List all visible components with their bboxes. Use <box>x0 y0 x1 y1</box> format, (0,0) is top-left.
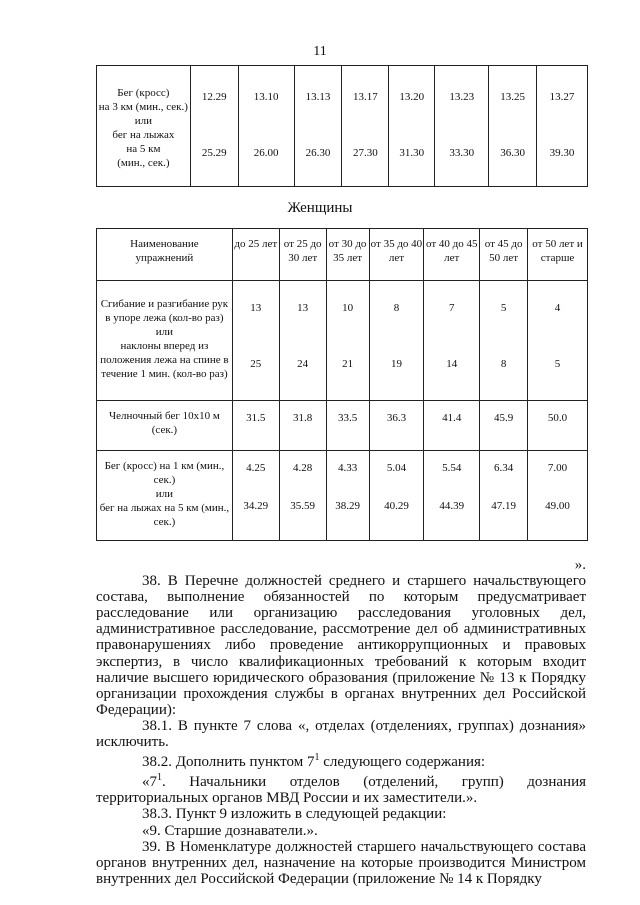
label-b: бег на лыжах на 5 км (мин., сек.) <box>99 502 230 528</box>
value-b: 5 <box>554 358 561 370</box>
exercise-label <box>97 451 233 541</box>
paragraph-38: 38. В Перечне должностей среднего и старшего начальствующего состава, выполнение обязанностей по которым предусматривает расследование или организацию расследования уголовных дел, административное расследование, рассмотрение дел об административных правонарушениях либо проведение антикоррупционных и правовых экспертиз, в число квалификационных требований к которым входит наличие высшего юридического образования (приложение № 13 к Порядку организации прохождения службы в органах внутренних дел Российской Федерации): <box>96 573 586 718</box>
value-cell <box>537 66 588 187</box>
value-a: 7.00 <box>547 462 568 474</box>
value-cell <box>480 451 528 541</box>
value-a: 31.5 <box>246 412 266 424</box>
value-b: 36.30 <box>500 147 525 159</box>
label-b: наклоны вперед из положения лежа на спине в течение 1 мин. (кол-во раз) <box>100 340 229 380</box>
header-age: от 30 до 35 лет <box>326 229 369 281</box>
value-cell <box>424 281 480 401</box>
label-line: на 5 км <box>126 143 161 155</box>
exercise-label <box>97 281 233 401</box>
text: «7 <box>142 774 157 791</box>
value-cell <box>489 66 537 187</box>
value-a: 13.23 <box>449 91 475 103</box>
table-row <box>97 451 588 541</box>
label-a: Сгибание и разгибание рук в упоре лежа (кол-во раз) <box>100 298 229 324</box>
value-a: 10 <box>342 302 354 314</box>
value-a: 13 <box>250 302 262 314</box>
value-b: 49.00 <box>545 500 570 512</box>
label-line: на 3 км (мин., сек.) <box>98 101 188 113</box>
value-cell <box>369 401 424 451</box>
value-a: 13.10 <box>253 91 279 103</box>
value-cell <box>326 281 369 401</box>
value-cell <box>528 401 588 451</box>
women-heading: Женщины <box>287 200 353 216</box>
value-a: 33.5 <box>337 412 358 424</box>
value-b: 24 <box>297 358 309 370</box>
label-line: или <box>134 115 152 127</box>
value-a: 13.25 <box>500 91 525 103</box>
exercise-label <box>97 66 191 187</box>
header-row <box>97 229 588 281</box>
table-row <box>97 281 588 401</box>
value-cell <box>342 66 389 187</box>
value-cell <box>480 401 528 451</box>
value-a: 13.27 <box>549 91 575 103</box>
exercise-label <box>97 401 233 451</box>
value-a: 4.33 <box>337 462 358 474</box>
paragraph-9: «9. Старшие дознаватели.». <box>142 822 318 839</box>
value-b: 26.00 <box>253 147 279 159</box>
value-b: 47.19 <box>491 500 516 512</box>
value-cell <box>279 401 326 451</box>
value-a: 50.0 <box>547 412 568 424</box>
superscript: 1 <box>157 772 162 784</box>
value-a: 7 <box>449 302 455 314</box>
value-cell <box>424 401 480 451</box>
paragraph-39: 39. В Номенклатуре должностей старшего начальствующего состава органов внутренних дел, назначение на которые производится Министром внутренних дел Российской Федерации (приложение № 14 к Порядку <box>96 838 586 887</box>
value-cell <box>480 281 528 401</box>
value-a: 45.9 <box>494 412 514 424</box>
value-a: 13.13 <box>305 91 331 103</box>
paragraph-7-1 <box>96 770 586 806</box>
body-text <box>96 557 586 887</box>
value-b: 8 <box>500 358 507 370</box>
value-a: 8 <box>393 302 400 314</box>
label-a: Челночный бег 10x10 м (сек.) <box>108 410 220 436</box>
value-cell <box>326 451 369 541</box>
value-a: 13 <box>297 302 309 314</box>
value-a: 5 <box>500 302 507 314</box>
value-b: 35.59 <box>290 500 316 512</box>
value-a: 36.3 <box>386 412 407 424</box>
value-a: 5.54 <box>442 462 462 474</box>
value-b: 34.29 <box>243 500 269 512</box>
value-b: 44.39 <box>439 500 465 512</box>
paragraph-38-3: 38.3. Пункт 9 изложить в следующей редакции: <box>142 806 447 823</box>
superscript: 1 <box>314 752 320 764</box>
label-or: или <box>155 326 174 338</box>
table-women <box>96 228 588 541</box>
value-b: 25 <box>250 358 262 370</box>
header-age: от 35 до 40 лет <box>369 229 424 281</box>
value-cell <box>424 451 480 541</box>
value-cell <box>232 451 279 541</box>
value-cell <box>369 281 424 401</box>
paragraph-38-2 <box>96 750 586 770</box>
value-b: 14 <box>446 358 458 370</box>
value-b: 21 <box>342 358 354 370</box>
label-line: (мин., сек.) <box>117 157 170 169</box>
value-b: 25.29 <box>201 147 227 159</box>
label-line: бег на лыжах <box>112 129 175 141</box>
value-b: 39.30 <box>549 147 575 159</box>
header-age: от 50 лет и старше <box>528 229 588 281</box>
value-cell <box>389 66 435 187</box>
quote-end: ». <box>574 557 586 573</box>
text: следующего содержания: <box>319 754 486 771</box>
value-a: 6.34 <box>494 462 514 474</box>
header-exercise: Наименование упражнений <box>97 229 233 281</box>
label-a: Бег (кросс) на 1 км (мин., сек.) <box>104 460 225 486</box>
value-a: 31.8 <box>293 412 313 424</box>
header-age: до 25 лет <box>232 229 279 281</box>
value-cell <box>279 281 326 401</box>
value-cell <box>294 66 342 187</box>
label-line: Бег (кросс) <box>117 87 170 99</box>
value-a: 13.20 <box>399 91 425 103</box>
value-cell <box>232 281 279 401</box>
value-b: 33.30 <box>449 147 475 159</box>
table-row <box>97 401 588 451</box>
label-or: или <box>155 488 174 500</box>
value-cell <box>232 401 279 451</box>
text: 38.2. Дополнить пунктом 7 <box>142 754 315 771</box>
value-b: 19 <box>390 358 402 370</box>
value-b: 27.30 <box>353 147 378 159</box>
text: . Начальники отделов (отделений, групп) дознания территориальных органов МВД России и их заместители.». <box>96 774 586 807</box>
header-age: от 45 до 50 лет <box>480 229 528 281</box>
value-a: 13.17 <box>353 91 378 103</box>
value-cell <box>279 451 326 541</box>
value-cell <box>369 451 424 541</box>
paragraph-38-1: 38.1. В пункте 7 слова «, отделах (отделениях, группах) дознания» исключить. <box>96 717 586 751</box>
value-a: 41.4 <box>442 412 462 424</box>
value-a: 4 <box>554 302 561 314</box>
value-cell <box>190 66 238 187</box>
header-age: от 40 до 45 лет <box>424 229 480 281</box>
value-a: 4.25 <box>246 462 266 474</box>
value-cell <box>326 401 369 451</box>
value-b: 38.29 <box>335 500 360 512</box>
value-cell <box>238 66 294 187</box>
value-cell <box>435 66 489 187</box>
value-b: 31.30 <box>399 147 425 159</box>
value-b: 40.29 <box>384 500 409 512</box>
value-a: 4.28 <box>293 462 313 474</box>
table-men-run <box>96 65 588 187</box>
page-number: 11 <box>313 44 327 59</box>
value-cell <box>528 281 588 401</box>
value-a: 5.04 <box>386 462 407 474</box>
value-a: 12.29 <box>201 91 227 103</box>
value-cell <box>528 451 588 541</box>
value-b: 26.30 <box>305 147 331 159</box>
header-age: от 25 до 30 лет <box>279 229 326 281</box>
